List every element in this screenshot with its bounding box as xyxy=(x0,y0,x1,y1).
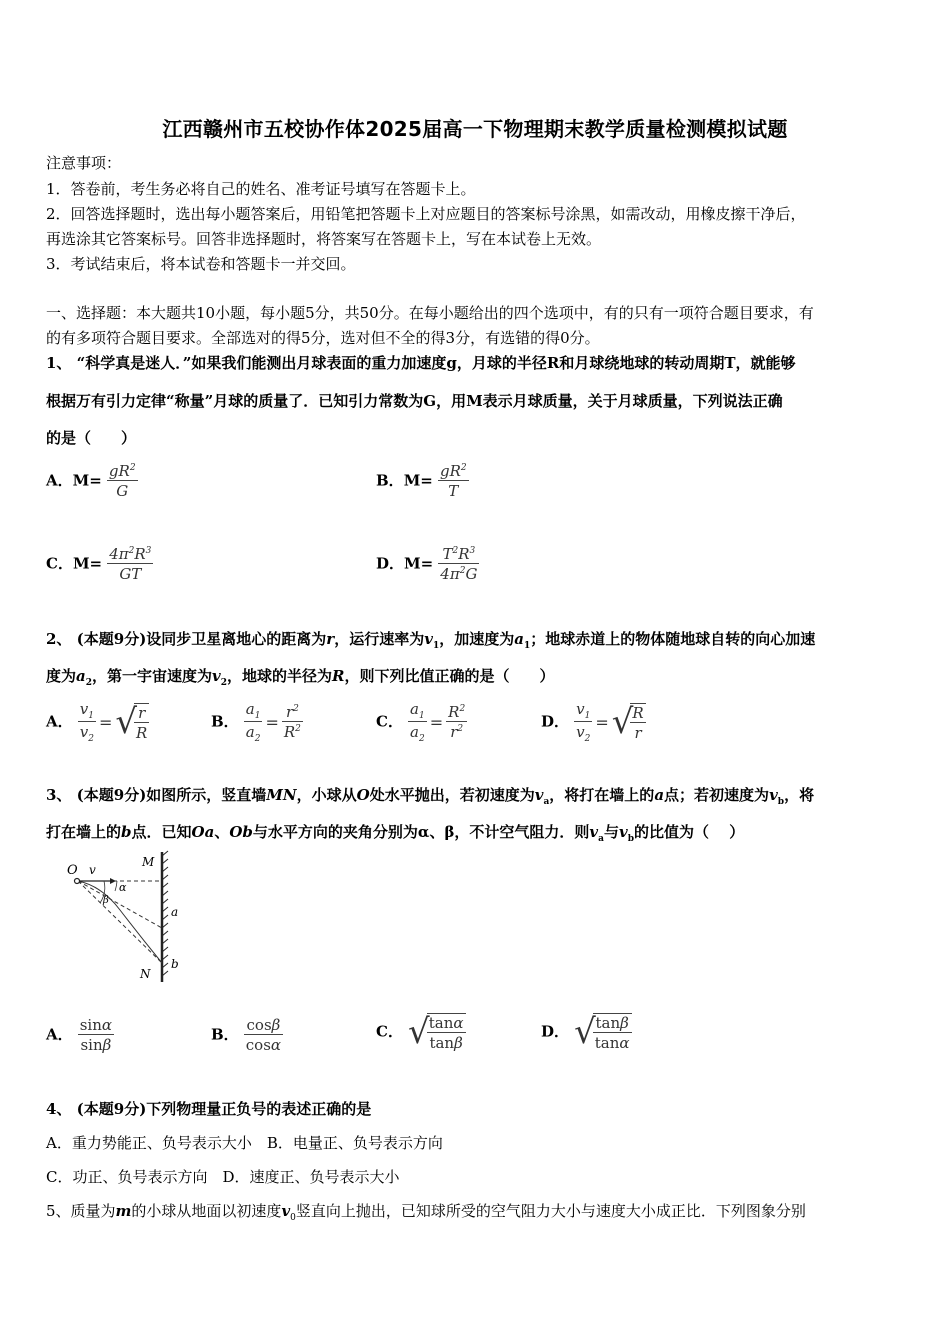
notice-item-3: 3．考试结束后，将本试卷和答题卡一并交回。 xyxy=(46,255,356,273)
label-beta: β xyxy=(103,895,109,906)
notice-item-2: 2．回答选择题时，选出每小题答案后，用铅笔把答题卡上对应题目的答案标号涂黑，如需改动，用橡皮擦干净后， xyxy=(46,205,806,223)
q4-stem: 4、 (本题9分)下列物理量正负号的表述正确的是 xyxy=(46,1100,372,1118)
ball xyxy=(75,879,80,884)
label-o: O xyxy=(67,863,78,878)
section-heading-line1: 一、选择题：本大题共10小题，每小题5分，共50分。在每小题给出的四个选项中，有的只有一项符合题目要求，有 xyxy=(46,304,814,322)
label-b: b xyxy=(171,957,179,971)
q3-line1: 3、 (本题9分)如图所示，竖直墙MN，小球从O处水平抛出，若初速度为$v_a$，将打在墙上的a点；若初速度为$v_b$，将 xyxy=(46,786,815,807)
q1-option-b[interactable]: B．M= $\frac{gR^2}{T}$ xyxy=(376,462,467,500)
q4-options-ab[interactable]: A．重力势能正、负号表示大小 B．电量正、负号表示方向 xyxy=(46,1134,443,1152)
q4-options-cd[interactable]: C．功正、负号表示方向 D．速度正、负号表示大小 xyxy=(46,1168,400,1186)
q1-option-c[interactable]: C．M= $\frac{4\pi^2R^3}{GT}$ xyxy=(46,545,152,583)
q3-line2: 打在墙上的b点．已知Oa、Ob与水平方向的夹角分别为α、β，不计空气阻力．则$v_a$与$v_b$的比值为（ ） xyxy=(46,823,745,844)
notice-heading: 注意事项： xyxy=(46,154,122,172)
q1-line2: 根据万有引力定律“称量”月球的质量了．已知引力常数为G，用M表示月球质量，关于月球质量，下列说法正确 xyxy=(46,392,783,410)
q1-d-fraction: $\frac{T^2R^3}{4\pi^2G}$ xyxy=(440,545,478,583)
q3-option-c[interactable]: C． √ $\frac{\tan\alpha}{\tan\beta}$ xyxy=(376,1012,464,1052)
q3-option-d[interactable]: D． √ $\frac{\tan\beta}{\tan\alpha}$ xyxy=(541,1012,630,1052)
q2-option-c[interactable]: C． $\frac{a_1}{a_2}$ = $\frac{R^2}{r^2}$ xyxy=(376,700,466,744)
q1-line1: 1、 “科学真是迷人．”如果我们能测出月球表面的重力加速度g，月球的半径R和月球绕地球的转动周期T，就能够 xyxy=(46,354,796,372)
label-v: v xyxy=(89,863,96,877)
q1-option-a[interactable]: A．M= $\frac{gR^2}{G}$ xyxy=(46,462,136,500)
q2-line2: 度为$a_2$，第一宇宙速度为$v_2$，地球的半径为R，则下列比值正确的是（ ） xyxy=(46,667,555,688)
q2-option-a[interactable]: A． $\frac{v_1}{v_2}$ =√ $\frac{r}{R}$ xyxy=(46,700,148,744)
q1-b-fraction: $\frac{gR^2}{T}$ xyxy=(439,462,467,500)
label-a: a xyxy=(171,905,179,919)
q3-option-b[interactable]: B． $\frac{\cos\beta}{\cos\alpha}$ xyxy=(211,1016,282,1054)
arrow-head xyxy=(110,878,116,884)
section-heading-line2: 的有多项符合题目要求。全部选对的得5分，选对但不全的得3分，有选错的得0分。 xyxy=(46,329,600,347)
label-n: N xyxy=(140,967,151,981)
notice-item-2-cont: 再选涂其它答案标号。回答非选择题时，将答案写在答题卡上，写在本试卷上无效。 xyxy=(46,230,602,248)
q1-line3: 的是（ ） xyxy=(46,429,137,447)
q3-projectile-figure xyxy=(62,850,192,985)
q1-c-fraction: $\frac{4\pi^2R^3}{GT}$ xyxy=(109,545,152,583)
notice-item-1: 1．答卷前，考生务必将自己的姓名、准考证号填写在答题卡上。 xyxy=(46,180,476,198)
q2-option-d[interactable]: D． $\frac{v_1}{v_2}$ =√ $\frac{R}{r}$ xyxy=(541,700,644,744)
label-alpha: α xyxy=(119,881,127,894)
q1-option-d[interactable]: D．M= $\frac{T^2R^3}{4\pi^2G}$ xyxy=(376,545,478,583)
q2-option-b[interactable]: B． $\frac{a_1}{a_2}$ = $\frac{r^2}{R^2}$ xyxy=(211,700,301,744)
q5-stem: 5、质量为m的小球从地面以初速度$v_0$竖直向上抛出，已知球所受的空气阻力大小与速度大小成正比．下列图象分别 xyxy=(46,1202,806,1223)
label-m: M xyxy=(142,855,155,869)
q2-line1: 2、 (本题9分)设同步卫星离地心的距离为r，运行速率为$v_1$，加速度为$a_1$；地球赤道上的物体随地球自转的向心加速 xyxy=(46,630,816,651)
alpha-arc xyxy=(115,881,117,891)
q3-option-a[interactable]: A． $\frac{\sin\alpha}{\sin\beta}$ xyxy=(46,1016,113,1054)
q1-a-fraction: $\frac{gR^2}{G}$ xyxy=(108,462,136,500)
page-title: 江西赣州市五校协作体2025届高一下物理期末教学质量检测模拟试题 xyxy=(162,117,788,141)
